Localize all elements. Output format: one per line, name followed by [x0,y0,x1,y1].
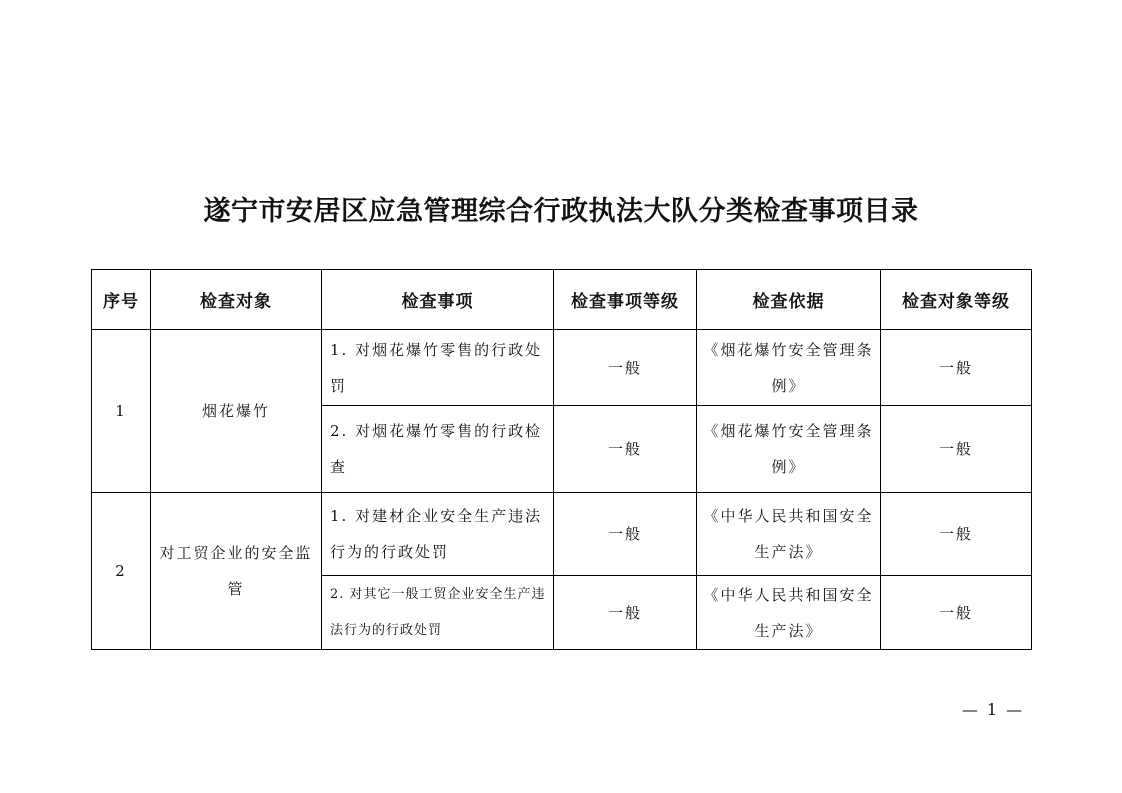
item-level: 一般 [554,493,697,576]
table-header-row [92,270,1032,330]
inspection-basis: 《烟花爆竹安全管理条例》 [697,406,881,493]
header-item-level: 检查事项等级 [554,270,697,330]
inspection-catalog-table [91,269,1032,650]
page-number: — 1 — [961,700,1025,719]
header-index: 序号 [92,270,151,330]
header-object-level: 检查对象等级 [881,270,1032,330]
inspection-item: 2. 对烟花爆竹零售的行政检查 [322,406,554,493]
item-level: 一般 [554,406,697,493]
header-object: 检查对象 [151,270,322,330]
row-index: 2 [92,493,151,650]
object-level: 一般 [881,493,1032,576]
inspection-item: 1. 对建材企业安全生产违法行为的行政处罚 [322,493,554,576]
table-row [92,330,1032,406]
inspection-object: 烟花爆竹 [151,330,322,493]
document-title: 遂宁市安居区应急管理综合行政执法大队分类检查事项目录 [203,196,919,227]
inspection-item: 2. 对其它一般工贸企业安全生产违法行为的行政处罚 [322,576,554,650]
inspection-basis: 《烟花爆竹安全管理条例》 [697,330,881,406]
object-level: 一般 [881,576,1032,650]
header-basis: 检查依据 [697,270,881,330]
inspection-basis: 《中华人民共和国安全生产法》 [697,576,881,650]
table-row [92,493,1032,576]
inspection-basis: 《中华人民共和国安全生产法》 [697,493,881,576]
inspection-object: 对工贸企业的安全监管 [151,493,322,650]
object-level: 一般 [881,330,1032,406]
item-level: 一般 [554,330,697,406]
item-level: 一般 [554,576,697,650]
object-level: 一般 [881,406,1032,493]
header-item: 检查事项 [322,270,554,330]
inspection-item: 1. 对烟花爆竹零售的行政处罚 [322,330,554,406]
row-index: 1 [92,330,151,493]
